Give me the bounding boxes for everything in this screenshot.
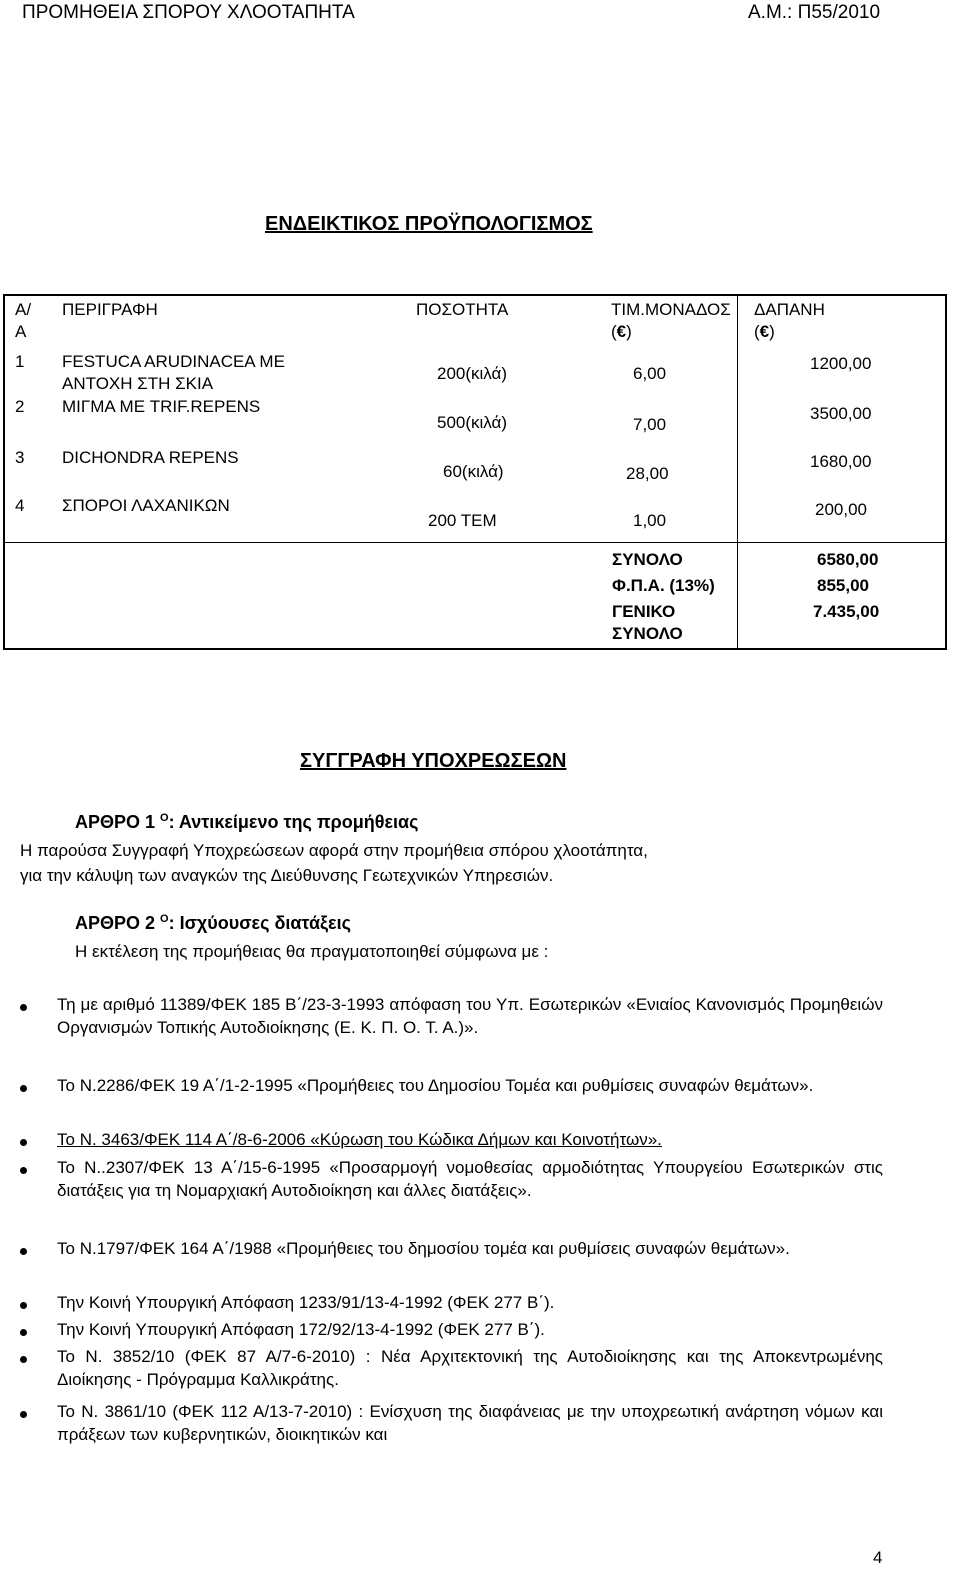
grand-total-label-line2: ΣΥΝΟΛΟ: [612, 624, 683, 643]
list-item: Το Ν.1797/ΦΕΚ 164 Α΄/1988 «Προμήθειες του δημοσίου τομέα και ρυθμίσεις συναφών θεμάτων».: [57, 1239, 790, 1258]
subtotal-label: ΣΥΝΟΛΟ: [612, 550, 683, 569]
table-header-cost: ΔΑΠΑΝΗ: [754, 300, 825, 319]
grand-total-value: 7.435,00: [813, 602, 880, 621]
budget-title: ΕΝΔΕΙΚΤΙΚΟΣ ΠΡΟΫΠΟΛΟΓΙΣΜΟΣ: [265, 213, 593, 235]
table-divider-vertical: [737, 295, 738, 649]
table-row-number: 2: [15, 397, 25, 416]
table-row-cost: 1200,00: [810, 354, 872, 373]
bullet-icon: [20, 1004, 27, 1011]
table-row-description: ΣΠΟΡΟΙ ΛΑΧΑΝΙΚΩΝ: [62, 496, 230, 515]
euro-icon: €: [616, 322, 627, 341]
table-divider-horizontal: [4, 542, 946, 543]
table-row-number: 1: [15, 352, 25, 371]
bullet-icon: [20, 1167, 27, 1174]
list-item: Το Ν..2307/ΦΕΚ 13 Α΄/15-6-1995 «Προσαρμογή νομοθεσίας αρμοδιότητας Υπουργείου Εσωτερικών στις διατάξεις για τη Νομαρχιακή Αυτοδιοίκηση και άλλες διατάξεις».: [57, 1158, 883, 1200]
table-row-quantity: 200(κιλά): [437, 364, 508, 383]
paren-open: (: [754, 322, 760, 341]
article-1-text-line2: για την κάλυψη των αναγκών της Διεύθυνσης Γεωτεχνικών Υπηρεσιών.: [20, 866, 554, 885]
list-item: Τη με αριθμό 11389/ΦΕΚ 185 Β΄/23-3-1993 απόφαση του Υπ. Εσωτερικών «Ενιαίος Κανονισμός Προμηθειών Οργανισμών Τοπικής Αυτοδιοίκησης (Ε. Κ. Π. Ο. Τ. Α.)».: [57, 995, 883, 1037]
vat-label: Φ.Π.Α. (13%): [612, 576, 715, 595]
list-item: Την Κοινή Υπουργική Απόφαση 1233/91/13-4-1992 (ΦΕΚ 277 Β΄).: [57, 1293, 555, 1312]
list-item: Την Κοινή Υπουργική Απόφαση 172/92/13-4-1992 (ΦΕΚ 277 Β΄).: [57, 1320, 545, 1339]
table-row-description: DICHONDRA REPENS: [62, 448, 239, 467]
list-item: Το Ν. 3463/ΦΕΚ 114 Α΄/8-6-2006 «Κύρωση του Κώδικα Δήμων και Κοινοτήτων».: [57, 1130, 662, 1149]
table-row-quantity: 500(κιλά): [437, 413, 508, 432]
table-row-quantity: 60(κιλά): [443, 462, 504, 481]
paren-close: ): [769, 322, 775, 341]
table-header-description: ΠΕΡΙΓΡΑΦΗ: [62, 300, 158, 319]
list-item: Το Ν. 3852/10 (ΦΕΚ 87 Α/7-6-2010) : Νέα Αρχιτεκτονική της Αυτοδιοίκησης και της Αποκεντρωμένης Διοίκησης - Πρόγραμμα Καλλικράτης.: [57, 1347, 883, 1389]
table-header-aa: Α/: [15, 300, 32, 319]
table-row-cost: 3500,00: [810, 404, 872, 423]
table-row-cost: 1680,00: [810, 452, 872, 471]
header-reference-number: Α.Μ.: Π55/2010: [748, 2, 881, 23]
list-item: Το Ν. 3861/10 (ΦΕΚ 112 Α/13-7-2010) : Ενίσχυση της διαφάνειας με την υποχρεωτική ανάρτηση νόμων και πράξεων των κυβερνητικών, διοικητικών και: [57, 1402, 883, 1444]
article-2-intro: Η εκτέλεση της προμήθειας θα πραγματοποιηθεί σύμφωνα με :: [75, 942, 549, 961]
bullet-icon: [20, 1139, 27, 1146]
paren-open: (: [611, 322, 617, 341]
header-document-title: ΠΡΟΜΗΘΕΙΑ ΣΠΟΡΟΥ ΧΛΟΟΤΑΠΗΤΑ: [22, 2, 355, 23]
obligations-title: ΣΥΓΓΡΑΦΗ ΥΠΟΧΡΕΩΣΕΩΝ: [300, 750, 567, 772]
table-header-cost-currency: [754, 322, 775, 342]
table-row-number: 3: [15, 448, 25, 467]
article-1-title: ΑΡΘΡΟ 1 $^O$: Αντικείμενο της προμήθειας: [75, 812, 419, 832]
article-2-title: ΑΡΘΡΟ 2 $^O$: Ισχύουσες διατάξεις: [75, 913, 351, 933]
bullet-icon: [20, 1329, 27, 1336]
bullet-icon: [20, 1411, 27, 1418]
list-item: Το Ν.2286/ΦΕΚ 19 Α΄/1-2-1995 «Προμήθειες του Δημοσίου Τομέα και ρυθμίσεις συναφών θεμάτων».: [57, 1076, 814, 1095]
bullet-icon: [20, 1356, 27, 1363]
table-row-quantity: 200 ΤΕΜ: [428, 511, 497, 530]
table-header-aa-line2: Α: [15, 322, 27, 341]
bullet-icon: [20, 1085, 27, 1092]
grand-total-label: ΓΕΝΙΚΟ: [612, 602, 676, 621]
paren-close: ): [626, 322, 632, 341]
table-row-cost: 200,00: [815, 500, 867, 519]
table-row-unit-price: 6,00: [633, 364, 667, 383]
table-row-description-line2: ΑΝΤΟΧΗ ΣΤΗ ΣΚΙΑ: [62, 374, 214, 393]
bullet-icon: [20, 1302, 27, 1309]
vat-value: 855,00: [817, 576, 869, 595]
table-row-unit-price: 1,00: [633, 511, 667, 530]
table-row-unit-price: 7,00: [633, 415, 667, 434]
page-number: 4: [873, 1548, 883, 1567]
table-row-description: ΜΙΓΜΑ ΜΕ TRIF.REPENS: [62, 397, 261, 416]
table-row-number: 4: [15, 496, 25, 515]
table-header-unit-price-currency: [611, 322, 632, 342]
subtotal-value: 6580,00: [817, 550, 879, 569]
table-row-unit-price: 28,00: [626, 464, 669, 483]
table-header-unit-price: ΤΙΜ.ΜΟΝΑΔΟΣ: [611, 300, 731, 319]
bullet-icon: [20, 1248, 27, 1255]
article-1-text-line1: Η παρούσα Συγγραφή Υποχρεώσεων αφορά στην προμήθεια σπόρου χλοοτάπητα,: [20, 841, 648, 860]
table-header-quantity: ΠΟΣΟΤΗΤΑ: [416, 300, 509, 319]
euro-icon: €: [759, 322, 770, 341]
table-row-description: FESTUCA ARUDINACEA ΜΕ: [62, 352, 285, 371]
